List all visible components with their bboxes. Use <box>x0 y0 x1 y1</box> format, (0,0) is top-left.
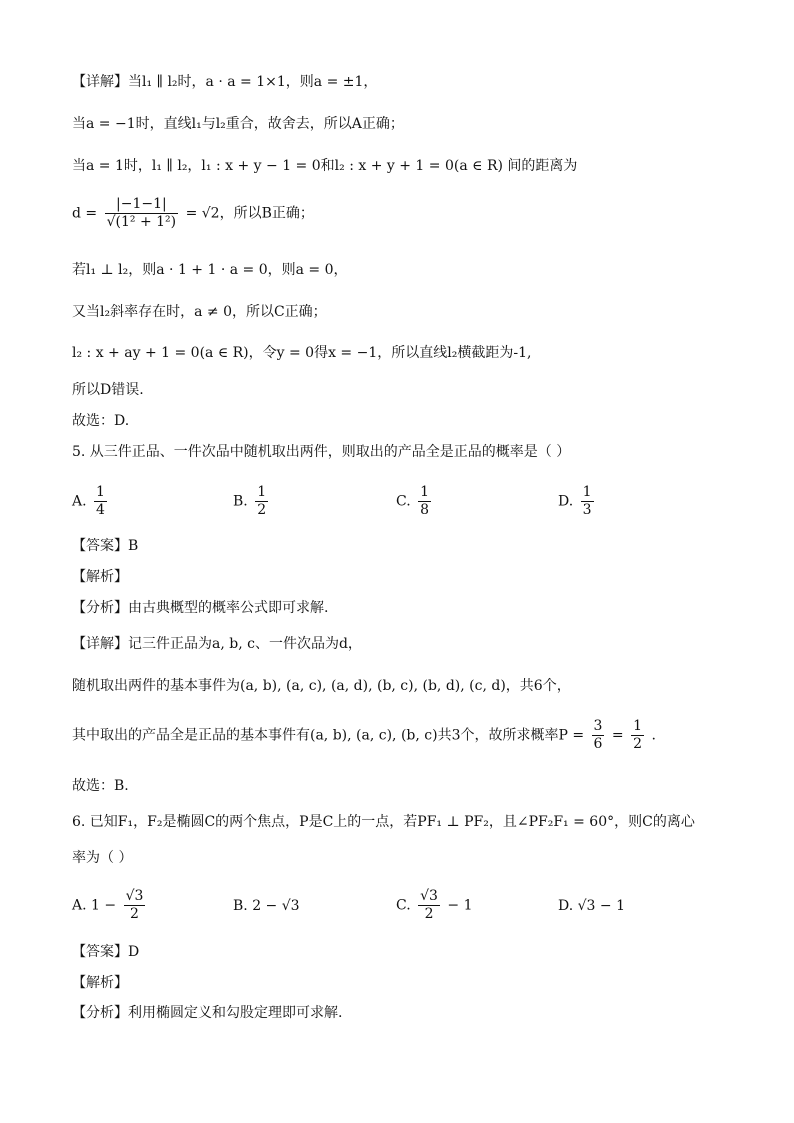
q6-option-b-value: 2 − √3 <box>252 898 300 914</box>
q4-detail-line-8: 所以D错误. <box>72 382 144 398</box>
q4-detail-line-6: 又当l₂斜率存在时，a ≠ 0，所以C正确； <box>72 304 327 320</box>
q5-option-c-label: C. <box>396 493 411 510</box>
q5-analysis: 【分析】由古典概型的概率公式即可求解. <box>72 600 329 616</box>
q4-detail-line-1: 【详解】当l₁ ∥ l₂时，a · a = 1×1，则a = ±1， <box>72 74 378 90</box>
q4-distance-formula <box>72 196 314 231</box>
q5-option-d-label: D. <box>558 493 574 510</box>
q5-analysis-title: 【解析】 <box>72 569 128 585</box>
q6-option-a-label: A. <box>72 897 87 914</box>
q5-option-a-label: A. <box>72 493 87 510</box>
q5-option-b-label: B. <box>233 493 248 510</box>
q4-distance-fraction <box>105 196 179 231</box>
q5-option-c <box>396 484 434 519</box>
q6-option-a-fraction <box>124 888 146 923</box>
q6-option-a <box>72 888 148 923</box>
q5-detail-2: 随机取出两件的基本事件为(a, b), (a, c), (a, d), (b, c), (b, d), (c, d)，共6个， <box>72 678 571 694</box>
q5-option-b-fraction <box>255 484 268 519</box>
q6-option-d <box>558 896 625 916</box>
q5-option-a-num: 1 <box>96 484 105 500</box>
q4-conclusion: 故选：D. <box>72 413 130 429</box>
q5-conclusion: 故选：B. <box>72 778 129 794</box>
q6-option-b <box>233 896 300 916</box>
q6-option-a-den: 2 <box>130 906 139 922</box>
q5-probability-fraction-2 <box>631 718 644 753</box>
q5-option-d <box>558 484 597 519</box>
q5-fraction-2-num: 1 <box>633 718 643 734</box>
q5-option-b-den: 2 <box>257 502 267 518</box>
q4-distance-suffix: = √2，所以B正确； <box>185 205 314 222</box>
q6-option-a-num: √3 <box>125 888 144 904</box>
q4-detail-line-2: 当a = −1时，直线l₁与l₂重合，故舍去，所以A正确； <box>72 116 404 132</box>
q6-option-c <box>396 888 473 923</box>
q5-fraction-2-den: 2 <box>633 736 643 752</box>
q6-option-d-label: D. <box>558 898 574 914</box>
q4-distance-prefix: d = <box>72 205 98 222</box>
q5-fraction-1-num: 3 <box>593 718 603 734</box>
q5-detail-1: 【详解】记三件正品为a, b, c、一件次品为d， <box>72 636 362 652</box>
q5-option-b <box>233 484 271 519</box>
q5-option-d-num: 1 <box>582 484 592 500</box>
q5-option-d-den: 3 <box>582 502 592 518</box>
q5-stem: 5. 从三件正品、一件次品中随机取出两件，则取出的产品全是正品的概率是（ ） <box>72 444 571 460</box>
q5-option-a-den: 4 <box>96 502 105 518</box>
q4-detail-line-3: 当a = 1时，l₁ ∥ l₂，l₁ : x + y − 1 = 0和l₂ : x + y + 1 = 0(a ∈ R) 间的距离为 <box>72 158 578 174</box>
q6-stem-line-2: 率为（ ） <box>72 850 133 866</box>
q4-distance-denominator: √(1² + 1²) <box>106 214 177 230</box>
q6-option-c-den: 2 <box>424 906 434 922</box>
q5-option-c-den: 8 <box>420 502 430 518</box>
q6-answer: 【答案】D <box>72 944 140 960</box>
q6-stem-line-1: 6. 已知F₁，F₂是椭圆C的两个焦点，P是C上的一点，若PF₁ ⊥ PF₂，且∠PF₂F₁ = 60°，则C的离心 <box>72 814 695 830</box>
q5-detail-3-prefix: 其中取出的产品全是正品的基本事件有(a, b), (a, c), (b, c)共3个，故所求概率P = <box>72 727 585 744</box>
q5-probability-fraction-1 <box>592 718 605 753</box>
q5-option-a-fraction <box>94 484 107 519</box>
q5-option-a <box>72 484 110 519</box>
q6-option-b-label: B. <box>233 898 248 914</box>
q6-option-c-post: − 1 <box>447 897 473 914</box>
q5-detail-3-end: . <box>651 727 656 744</box>
q6-option-c-label: C. <box>396 897 411 914</box>
q4-distance-numerator: |−1−1| <box>105 196 179 214</box>
q5-option-c-fraction <box>418 484 431 519</box>
q5-answer: 【答案】B <box>72 538 139 554</box>
q6-option-a-pre: 1 − <box>91 897 117 914</box>
q4-detail-line-5: 若l₁ ⊥ l₂，则a · 1 + 1 · a = 0，则a = 0， <box>72 262 348 278</box>
q5-fraction-1-den: 6 <box>593 736 603 752</box>
q5-equals: = <box>611 727 624 744</box>
q6-option-c-num: √3 <box>420 888 438 904</box>
q6-option-c-fraction <box>418 888 440 923</box>
q5-option-b-num: 1 <box>257 484 267 500</box>
q6-analysis-title: 【解析】 <box>72 975 128 991</box>
q5-option-c-num: 1 <box>420 484 430 500</box>
q5-option-d-fraction <box>581 484 594 519</box>
q6-analysis: 【分析】利用椭圆定义和勾股定理即可求解. <box>72 1005 343 1021</box>
q5-detail-3 <box>72 718 656 753</box>
q6-option-d-value: √3 − 1 <box>577 898 626 914</box>
q4-detail-line-7: l₂ : x + ay + 1 = 0(a ∈ R)，令y = 0得x = −1，所以直线l₂横截距为-1, <box>72 345 532 361</box>
